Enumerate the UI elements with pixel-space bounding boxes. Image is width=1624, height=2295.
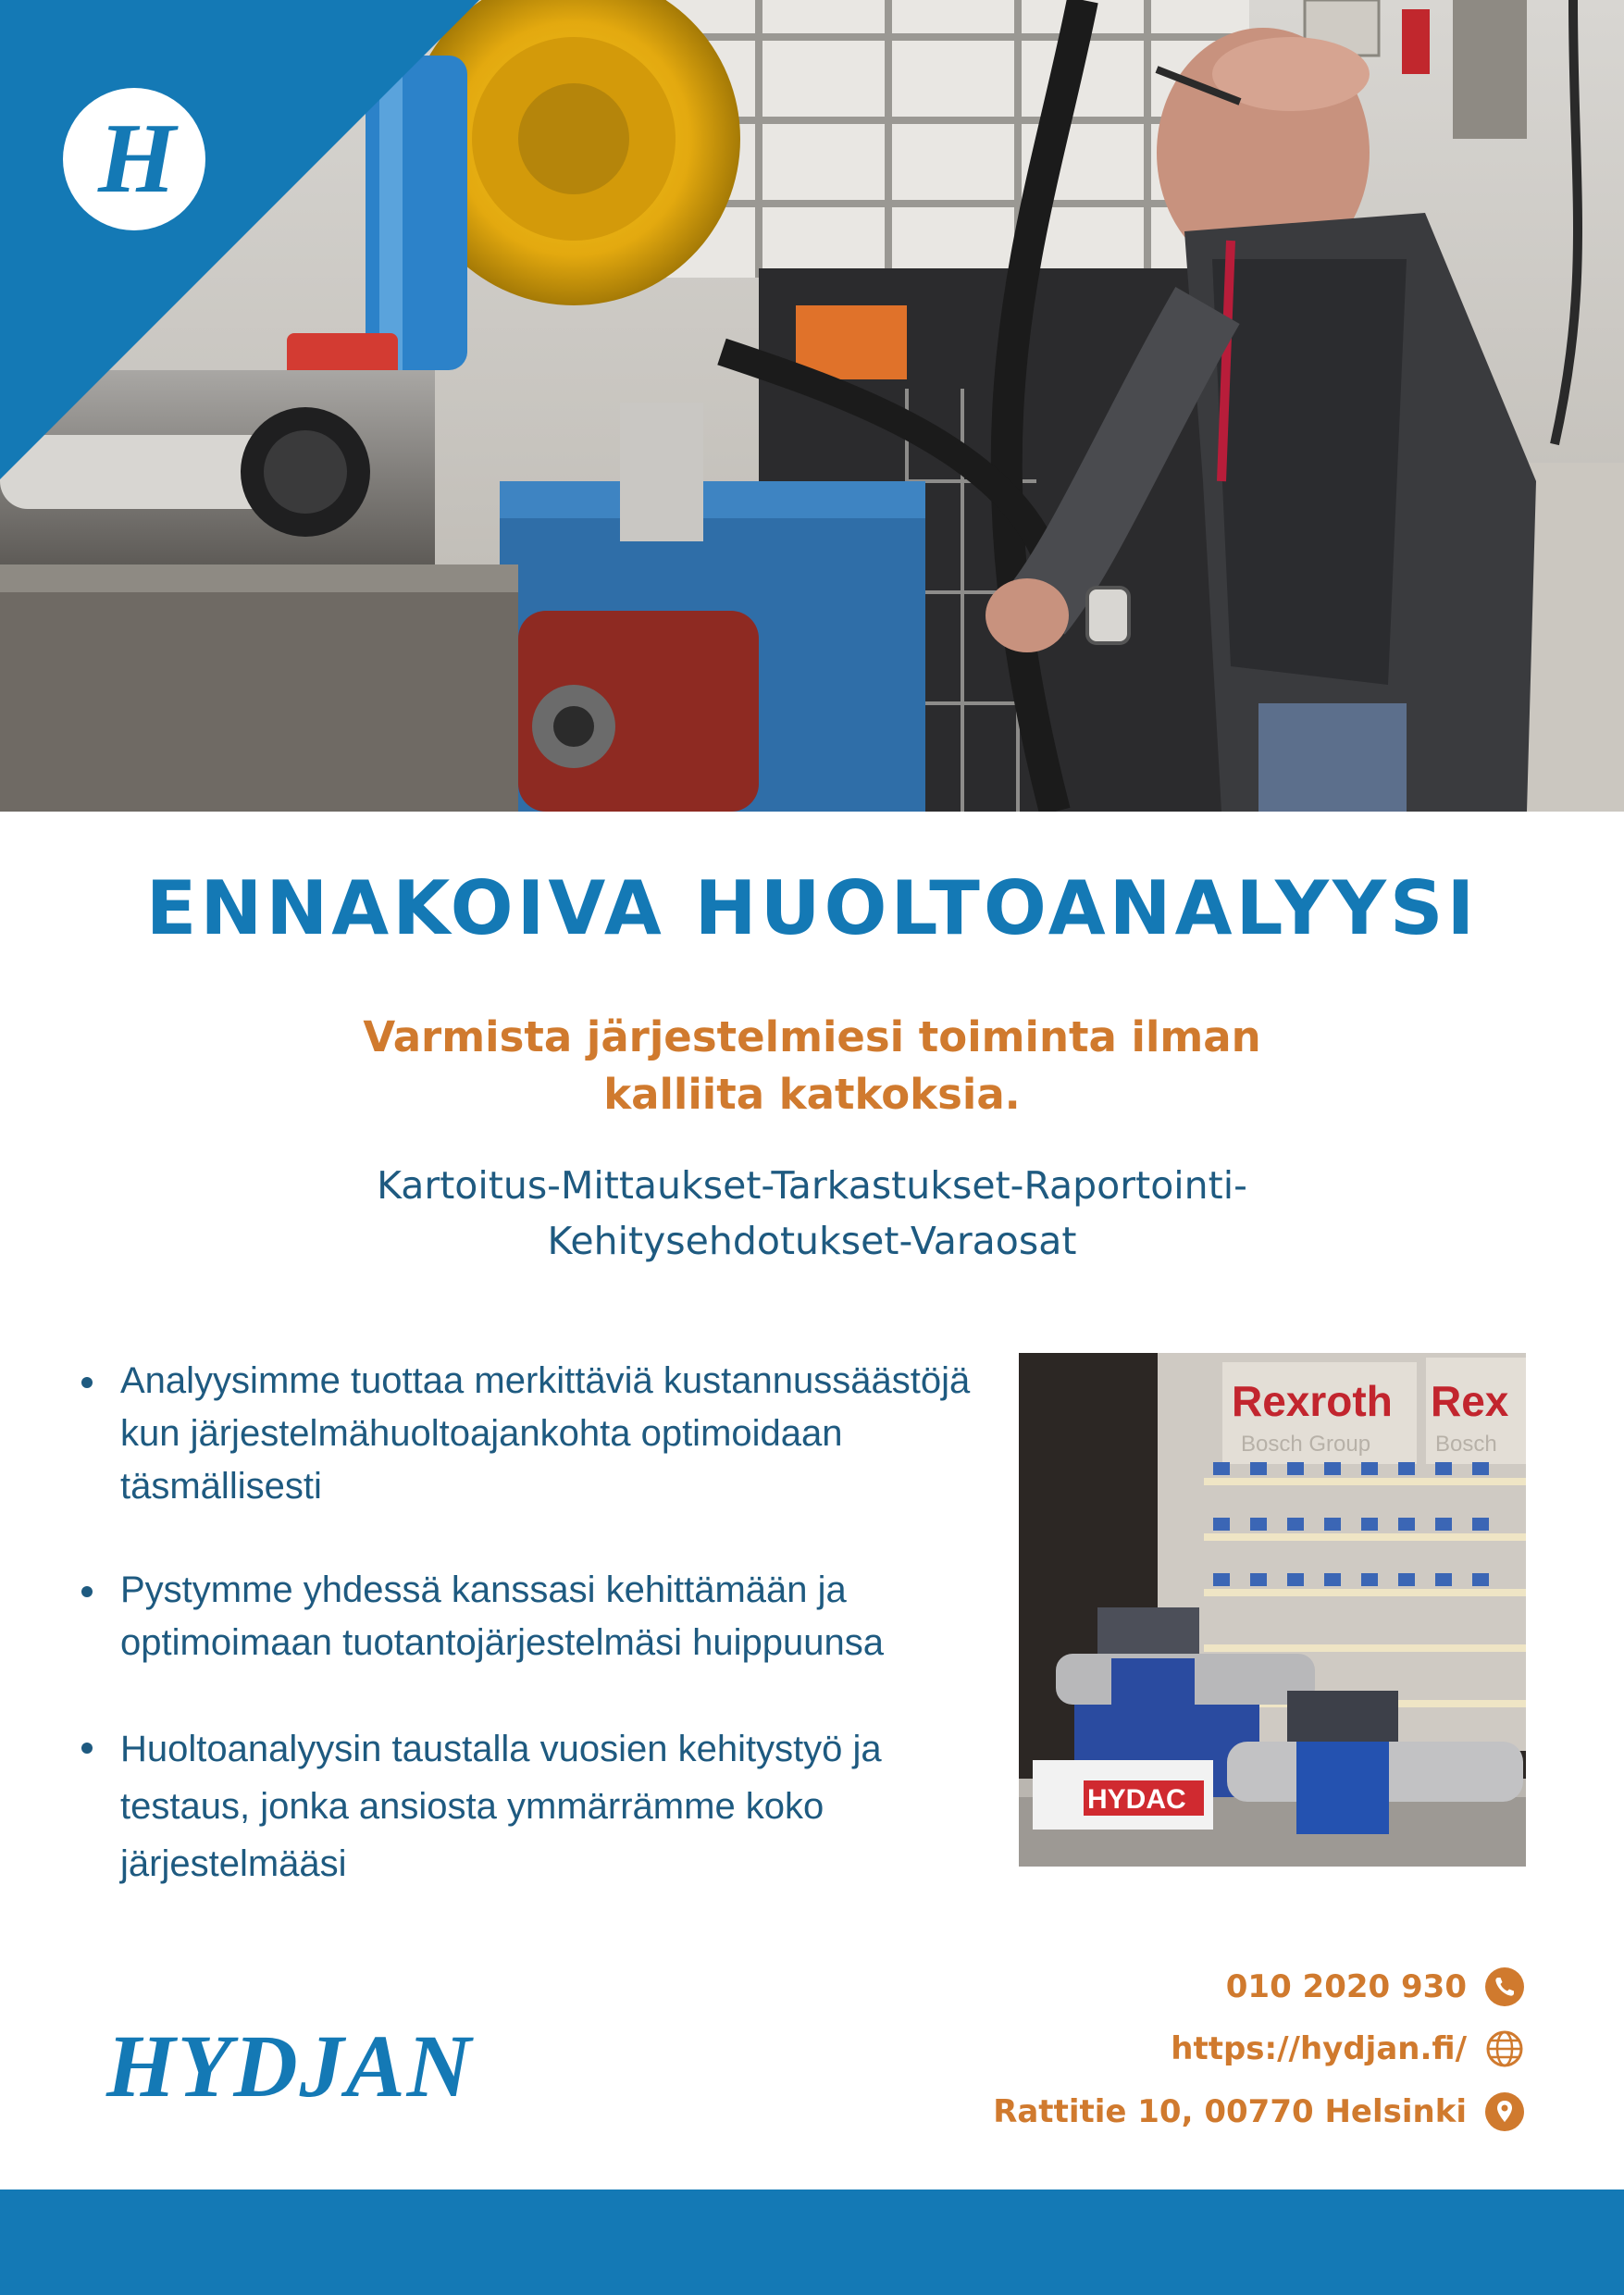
location-pin-icon [1485,2092,1524,2131]
page-title: ENNAKOIVA HUOLTOANALYYSI [145,865,1479,951]
blue-corner-triangle [0,0,1624,812]
benefit-item: Huoltoanalyysin taustalla vuosien kehitystyö ja testaus, jonka ansiosta ymmärrämme koko järjestelmääsi [74,1720,981,1892]
benefit-item: Pystymme yhdessä kanssasi kehittämään ja optimoimaan tuotantojärjestelmäsi huippuunsa [74,1564,981,1669]
street-address: Rattitie 10, 00770 Helsinki [993,2093,1467,2130]
services-list [278,1158,1346,1269]
product-photo [1019,1353,1526,1867]
sign-right-text: Rex [1431,1377,1509,1425]
footer-bar [0,2190,1624,2295]
brand-badge [63,88,205,230]
sign-main-text: Rexroth [1232,1377,1393,1425]
brand-badge-letter: H [97,104,176,214]
services-line-2: Kehitysehdotukset-Varaosat [547,1219,1077,1263]
contact-address [691,2092,1524,2131]
hero-photo [0,0,1624,812]
benefits-list [74,1355,981,1943]
company-logo: HYDJAN [106,2016,473,2115]
contact-phone[interactable] [691,1967,1524,2006]
website-link[interactable]: https://hydjan.fi/ [1171,2030,1467,2067]
tagline-line-2: kalliita katkoksia. [603,1070,1021,1119]
box-label-text: HYDAC [1087,1784,1186,1815]
sign-right-sub-text: Bosch [1435,1432,1497,1457]
phone-icon [1485,1967,1524,2006]
sign-sub-text: Bosch Group [1241,1432,1371,1457]
tagline-line-1: Varmista järjestelmiesi toiminta ilman [363,1012,1261,1061]
tagline [278,1009,1346,1123]
globe-icon [1485,2029,1524,2068]
product-illustration [1019,1353,1526,1867]
services-line-1: Kartoitus-Mittaukset-Tarkastukset-Raportointi- [377,1163,1247,1208]
benefit-item: Analyysimme tuottaa merkittäviä kustannussäästöjä kun järjestelmähuoltoajankohta optimoidaan täsmällisesti [74,1355,981,1513]
contact-website[interactable] [691,2029,1524,2068]
phone-number[interactable]: 010 2020 930 [1225,1968,1467,2005]
